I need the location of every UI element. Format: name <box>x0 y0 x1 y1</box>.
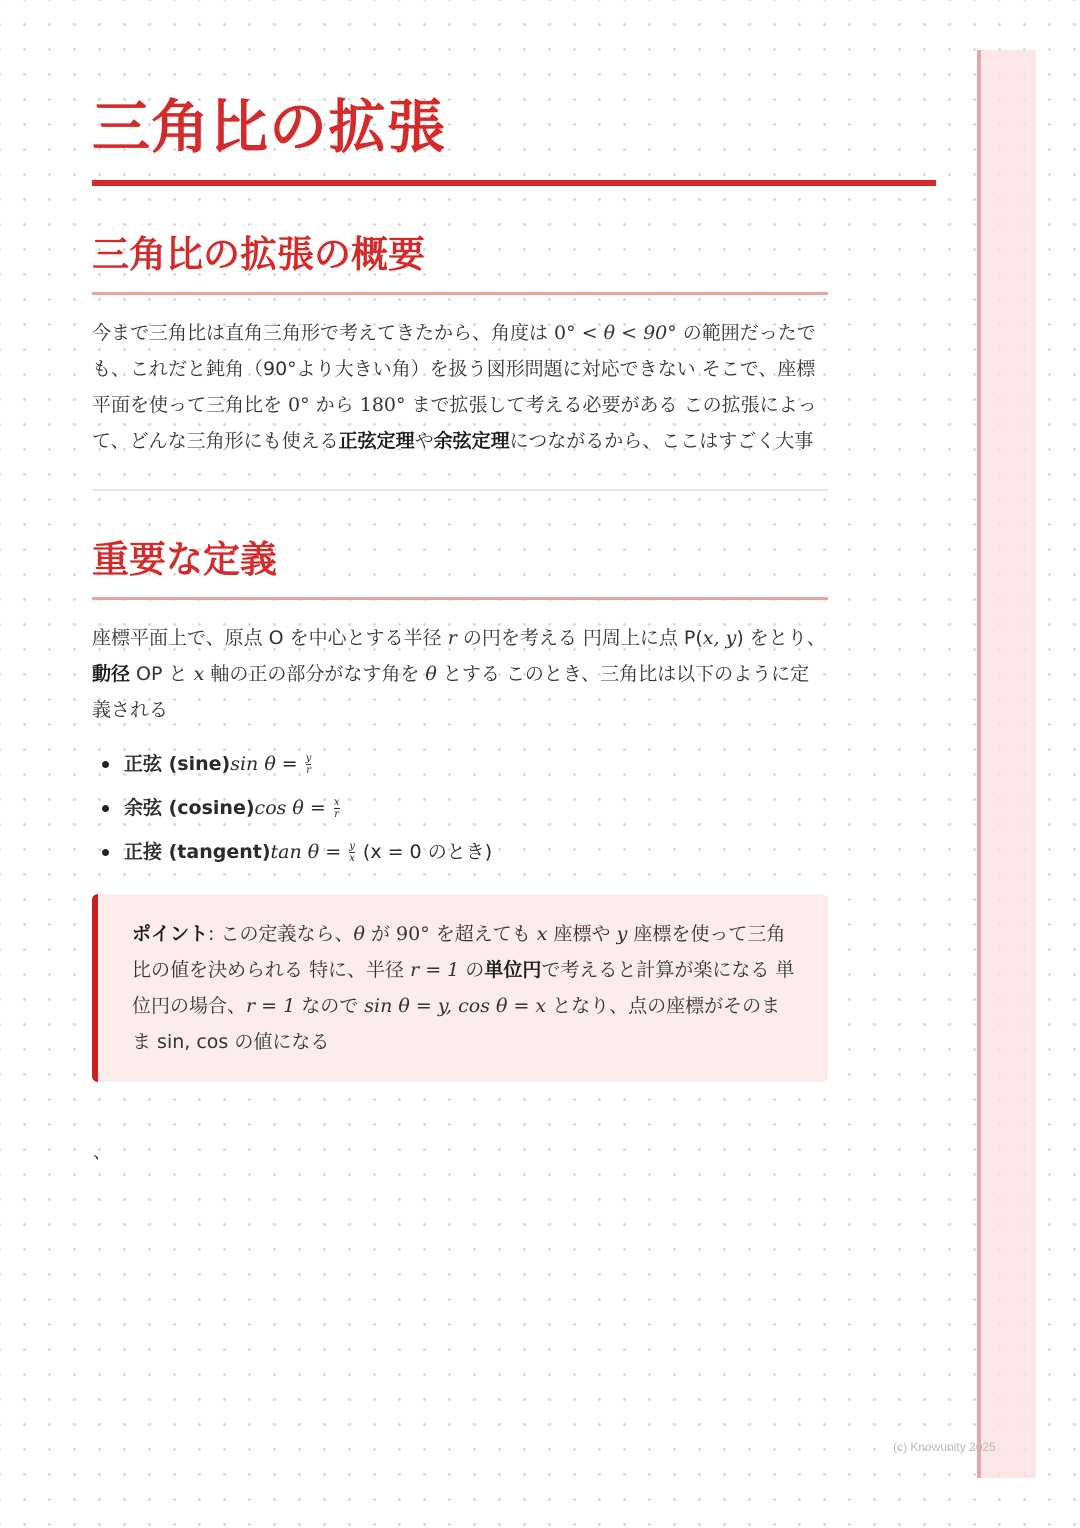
bold-sine-law: 正弦定理 <box>338 430 415 452</box>
section-heading-definitions: 重要な定義 <box>92 538 277 581</box>
definition-list <box>92 742 828 874</box>
section-rule <box>92 292 828 295</box>
copyright-notice: (c) Knowunity 2025 <box>893 1440 996 1454</box>
document-body <box>92 88 828 1082</box>
stray-mark: 、 <box>93 1142 111 1163</box>
list-item: 余弦 (cosine)cos θ = $\frac{x}{r}$ <box>102 786 828 830</box>
bold-unit-circle: 単位円 <box>484 959 542 981</box>
point-callout <box>92 894 828 1082</box>
section-rule <box>92 597 828 600</box>
definition-paragraph: 座標平面上で、原点 O を中心とする半径 r の円を考える 円周上に点 P(x, y) をとり、動径 OP と x 軸の正の部分がなす角を θ とする このとき、三角比は以下のように定義される <box>92 627 826 721</box>
overview-paragraph: 今まで三角比は直角三角形で考えてきたから、角度は 0° < θ < 90° の範囲だったでも、これだと鈍角（90°より大きい角）を扱う図形問題に対応できない そこで、座標平面を使って三角比を 0° から 180° まで拡張して考える必要がある この拡張によって、どんな三角形にも使える正弦定理や余弦定理につながるから、ここはすごく大事 <box>92 322 817 452</box>
margin-band <box>977 50 1036 1478</box>
callout-text: ポイント: この定義なら、θ が 90° を超えても x 座標や y 座標を使って三角比の値を決められる 特に、半径 r = 1 の単位円で考えると計算が楽になる 単位円の場合、r = 1 なので sin θ = y, cos θ = x となり、点の座標がそのまま sin, cos の値になる <box>132 923 795 1053</box>
bold-radius-vector: 動径 <box>92 663 131 685</box>
bold-cosine-law: 余弦定理 <box>433 430 510 452</box>
section-heading-overview: 三角比の拡張の概要 <box>92 233 425 276</box>
list-item: 正弦 (sine)sin θ = $\frac{y}{r}$ <box>102 742 828 786</box>
page-title: 三角比の拡張 <box>92 93 447 161</box>
list-item: 正接 (tangent)tan θ = $\frac{y}{x}$ (x = 0 のとき) <box>102 830 828 874</box>
callout-label: ポイント <box>132 923 209 945</box>
